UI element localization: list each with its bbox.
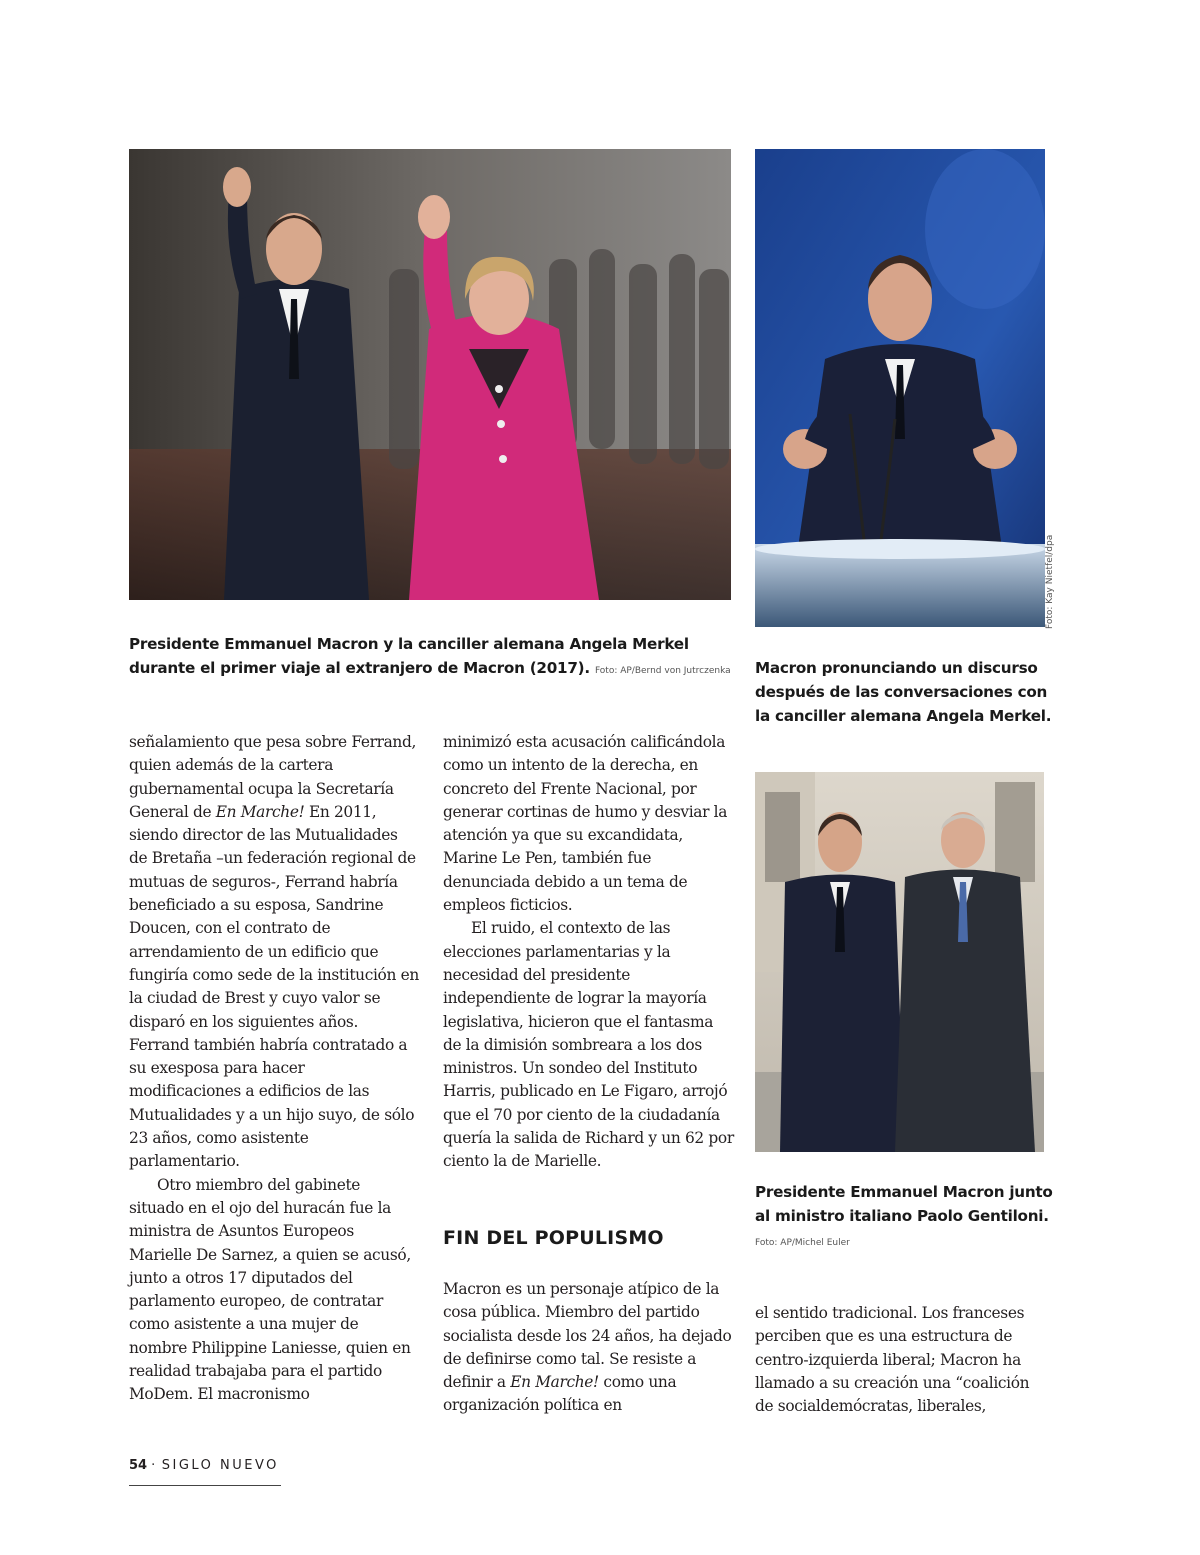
caption-3-text: Presidente Emmanuel Macron junto al ministro italiano Paolo Gentiloni. <box>755 1183 1053 1225</box>
photo-caption-2 <box>755 656 1055 728</box>
caption-1-credit: Foto: AP/Bernd von Jutrczenka <box>594 666 731 676</box>
article-column-1 <box>129 731 419 1407</box>
publication-name: En Marche! <box>510 1373 599 1392</box>
photo-macron-merkel <box>129 149 731 600</box>
article-column-2-top <box>443 731 735 1174</box>
folio-separator: · <box>151 1458 158 1473</box>
page-folio <box>129 1458 281 1486</box>
photo-credit-vertical: Foto: Kay Nietfel/dpa <box>1045 534 1055 629</box>
publication-name: En Marche! <box>215 802 305 821</box>
page-number: 54 <box>129 1458 148 1473</box>
article-paragraph: minimizó esta acusación calificándola como un intento de la derecha, en concreto del Frente Nacional, por generar cortinas de humo y desviar la atención ya que su excandidata, Marine Le Pen, también fue denunciada debido a un tema de empleos ficticios. <box>443 733 728 915</box>
article-paragraph: Macron es un personaje atípico de la cosa pública. Miembro del partido socialista desde los 24 años, ha dejado de definirse como tal. Se resiste a definir a En Marche! como una organización política en <box>443 1280 732 1415</box>
article-paragraph: el sentido tradicional. Los franceses perciben que es una estructura de centro-izquierda liberal; Macron ha llamado a su creación una “coalición de socialdemócratas, liberales, <box>755 1304 1030 1416</box>
photo-caption-3 <box>755 1180 1055 1255</box>
article-column-2-bottom <box>443 1278 735 1418</box>
photo-macron-gentiloni <box>755 772 1044 1152</box>
article-paragraph: señalamiento que pesa sobre Ferrand, quien además de la cartera gubernamental ocupa la Secretaría General de En Marche! En 2011, siendo director de las Mutualidades de Bretaña –un federación regional de mutuas de seguros-, Ferrand habría beneficiado a su esposa, Sandrine Doucen, con el contrato de arrendamiento de un edificio que fungiría como sede de la institución en la ciudad de Brest y cuyo valor se disparó en los siguientes años. Ferrand también habría contratado a su exesposa para hacer modificaciones a edificios de las Mutualidades y a un hijo suyo, de sólo 23 años, como asistente parlamentario. <box>129 733 419 1171</box>
photo-caption-1 <box>129 632 749 683</box>
caption-1-text: Presidente Emmanuel Macron y la canciller alemana Angela Merkel durante el primer viaje al extranjero de Macron (2017). <box>129 635 689 677</box>
article-paragraph: El ruido, el contexto de las elecciones parlamentarias y la necesidad del presidente independiente de lograr la mayoría legislativa, hicieron que el fantasma de la dimisión sombreara a los dos ministros. Un sondeo del Instituto Harris, publicado en Le Figaro, arrojó que el 70 por ciento de la ciudadanía quería la salida de Richard y un 62 por ciento la de Marielle. <box>443 919 734 1171</box>
publication-title: SIGLO NUEVO <box>161 1458 279 1473</box>
article-paragraph: Otro miembro del gabinete situado en el ojo del huracán fue la ministra de Asuntos Europeos Marielle De Sarnez, a quien se acusó, junto a otros 17 diputados del parlamento europeo, de contratar como asistente a una mujer de nombre Philippine Laniesse, quien en realidad trabajaba para el partido MoDem. El macronismo <box>129 1175 411 1404</box>
section-heading: FIN DEL POPULISMO <box>443 1227 664 1249</box>
article-column-3 <box>755 1302 1047 1418</box>
caption-3-credit: Foto: AP/Michel Euler <box>755 1238 850 1248</box>
caption-2-text: Macron pronunciando un discurso después de las conversaciones con la canciller alemana Angela Merkel. <box>755 659 1052 725</box>
photo-macron-podium <box>755 149 1045 627</box>
